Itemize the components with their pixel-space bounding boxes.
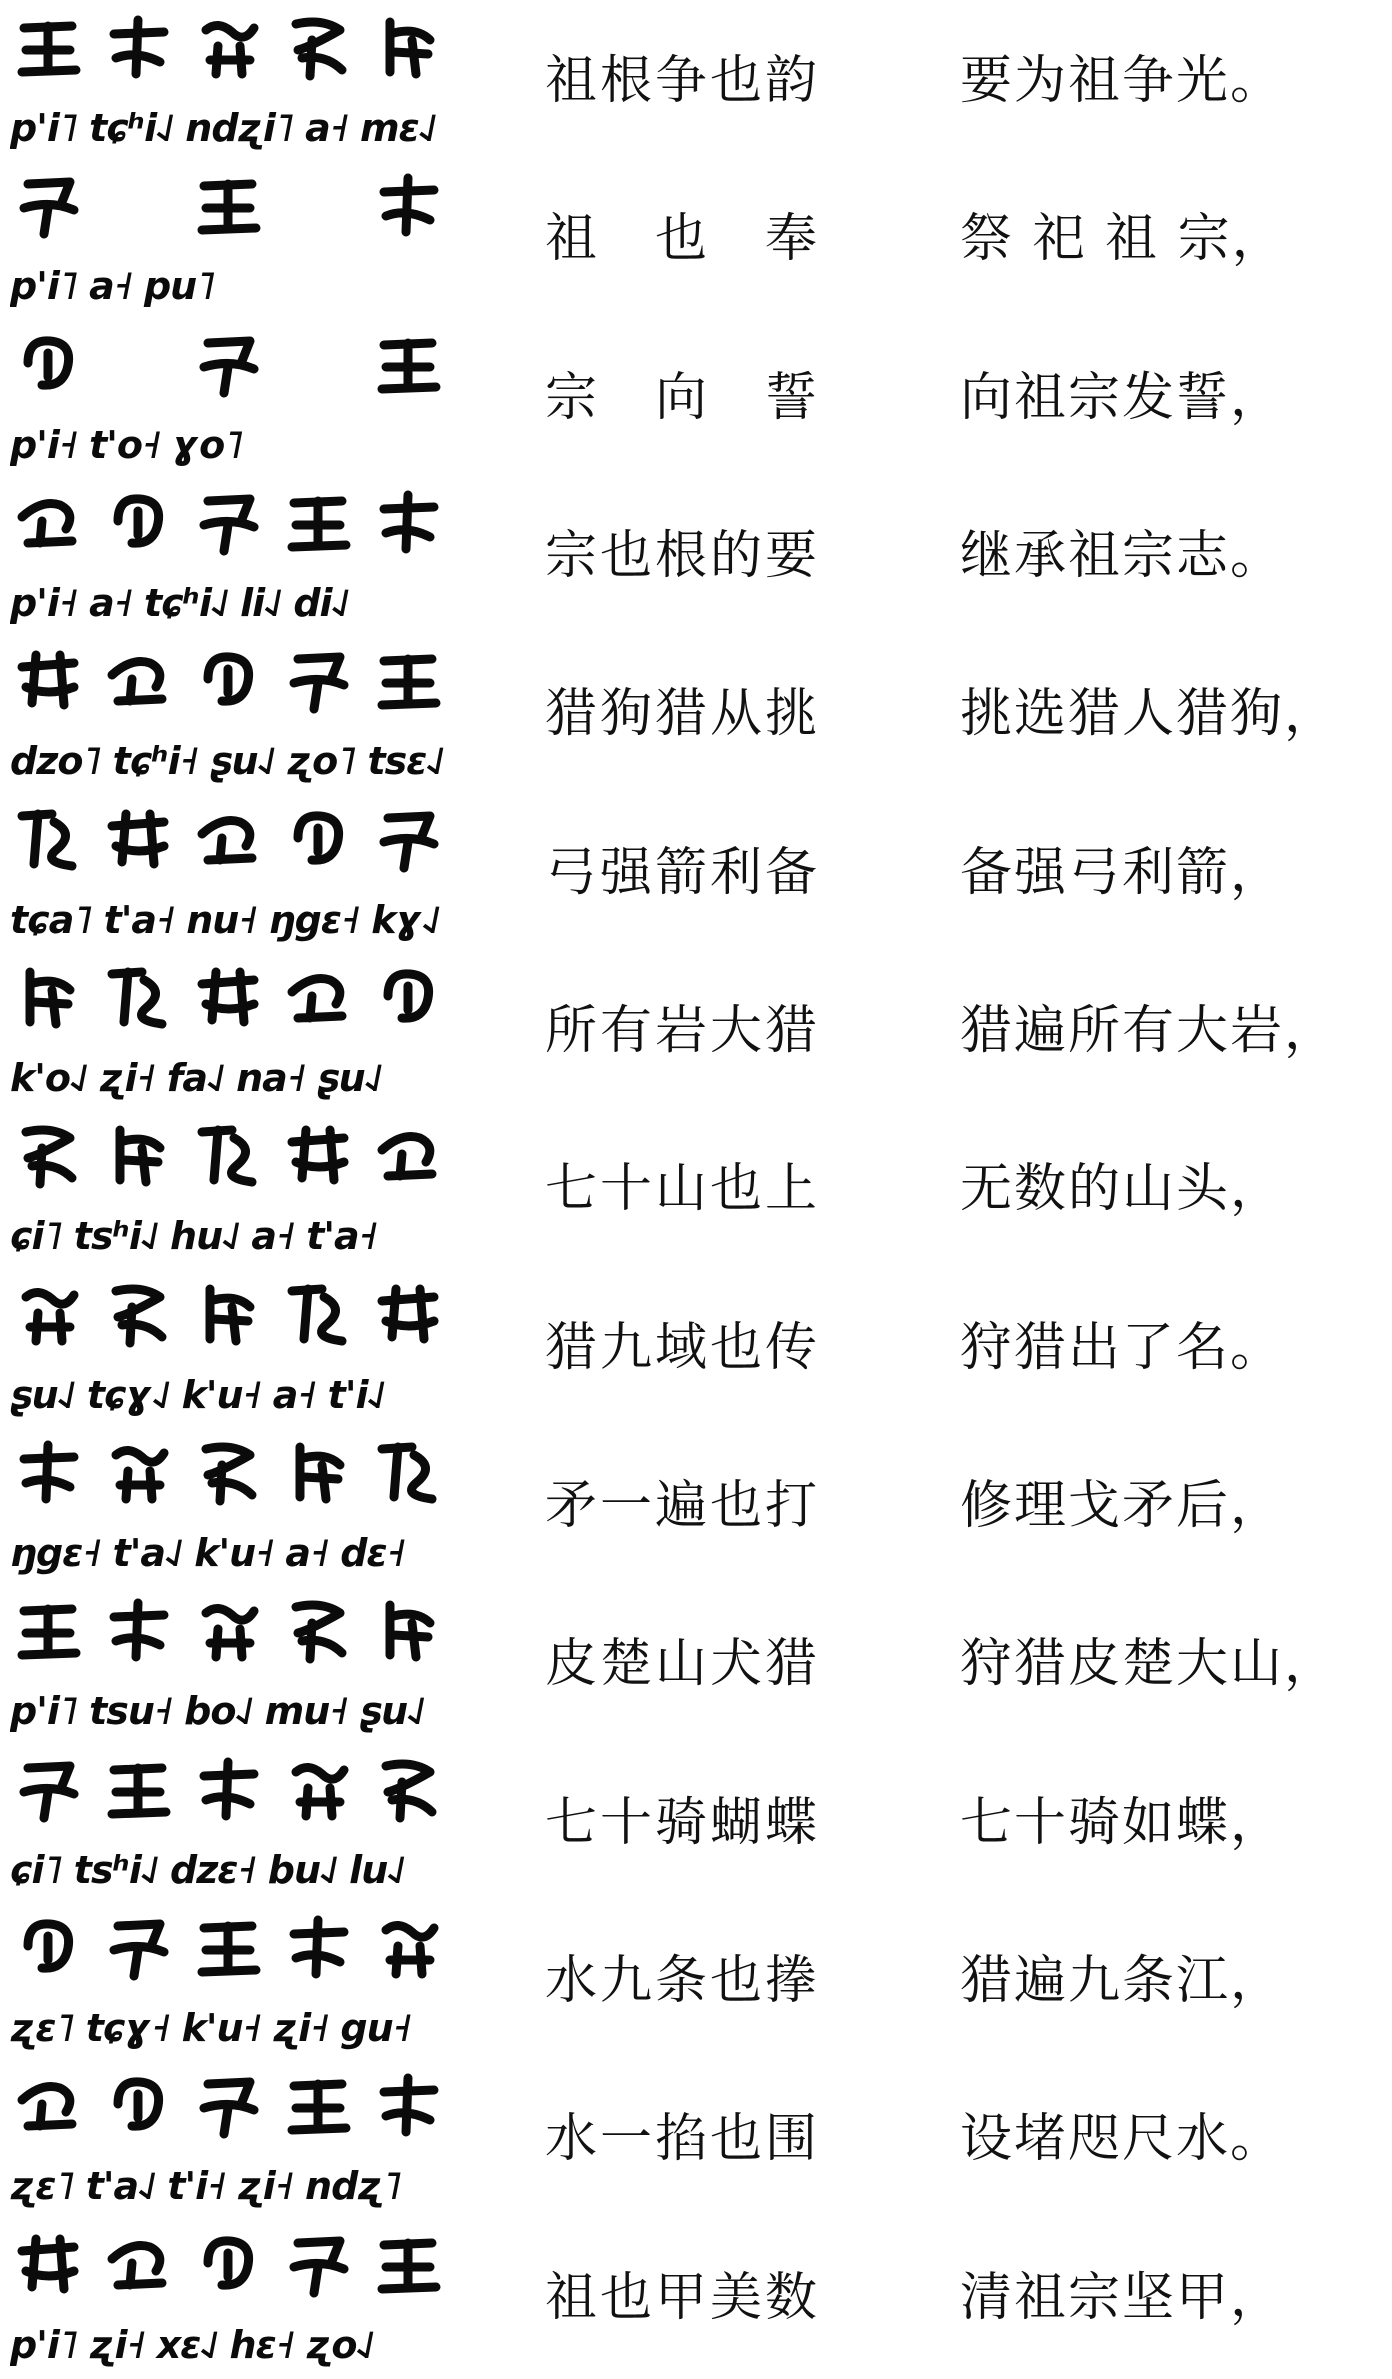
literal-gloss: 祖 也 奉 bbox=[545, 209, 821, 270]
yi-glyph bbox=[12, 960, 86, 1034]
yi-glyph bbox=[372, 10, 446, 84]
text-row bbox=[0, 2217, 1392, 2379]
yi-glyph-group bbox=[10, 6, 450, 92]
romanization: p'i˥ tɕʰi˨˩ ndʐi˥ a˧ mɛ˨˩ bbox=[10, 106, 436, 150]
literal-gloss: 宗也根的要 bbox=[545, 526, 821, 586]
yi-glyph bbox=[102, 10, 176, 84]
romanization: ɕi˥ tsʰi˨˩ dzɛ˧ bu˨˩ lu˨˩ bbox=[10, 1847, 405, 1892]
translation: 祭 祀 祖 宗， bbox=[960, 209, 1286, 270]
yi-glyph bbox=[12, 1752, 86, 1826]
translation: 设堵咫尺水。 bbox=[960, 2109, 1285, 2170]
yi-glyph-group bbox=[10, 164, 450, 250]
literal-gloss: 祖根争也韵 bbox=[545, 51, 821, 111]
text-row bbox=[0, 633, 1392, 795]
yi-script-line bbox=[10, 639, 450, 787]
literal-gloss: 皮楚山犬猎 bbox=[545, 1634, 821, 1695]
romanization: p'i˥ ʐi˧ xɛ˨˩ hɛ˧ ʐo˨˩ bbox=[10, 2322, 374, 2367]
yi-glyph-group bbox=[10, 323, 450, 409]
yi-script-line bbox=[10, 164, 450, 312]
literal-gloss: 七十山也上 bbox=[545, 1159, 821, 1220]
yi-glyph-group bbox=[10, 1273, 450, 1359]
yi-glyph bbox=[372, 1118, 446, 1192]
yi-glyph bbox=[282, 1118, 356, 1192]
yi-glyph bbox=[372, 1593, 446, 1667]
romanization: k'o˨˩ ʐi˧ fa˨˩ na˧ ʂu˨˩ bbox=[10, 1056, 382, 1100]
yi-glyph bbox=[192, 168, 266, 242]
yi-script-line bbox=[10, 2064, 450, 2212]
literal-gloss: 七十骑蝴蝶 bbox=[545, 1792, 821, 1853]
translation: 继承祖宗志。 bbox=[960, 526, 1285, 586]
yi-glyph bbox=[372, 1910, 446, 1984]
translation: 清祖宗坚甲， bbox=[960, 2267, 1285, 2328]
yi-glyph bbox=[282, 960, 356, 1034]
literal-gloss: 矛一遍也打 bbox=[545, 1476, 821, 1536]
literal-gloss: 所有岩大猎 bbox=[545, 1001, 821, 1061]
yi-glyph bbox=[12, 1118, 86, 1192]
translation: 挑选猎人猎狗， bbox=[960, 684, 1339, 745]
literal-gloss: 猎狗猎从挑 bbox=[545, 684, 821, 745]
yi-glyph bbox=[192, 1593, 266, 1667]
yi-glyph bbox=[192, 643, 266, 717]
yi-glyph bbox=[102, 1910, 176, 1984]
yi-glyph bbox=[372, 960, 446, 1034]
yi-glyph bbox=[12, 10, 86, 84]
yi-glyph bbox=[282, 1752, 356, 1826]
yi-glyph bbox=[192, 10, 266, 84]
yi-script-line bbox=[10, 2223, 450, 2371]
romanization: ɕi˥ tsʰi˨˩ hu˨˩ a˧ t'a˧ bbox=[10, 1214, 377, 1259]
literal-gloss: 祖也甲美数 bbox=[545, 2267, 821, 2328]
text-row bbox=[0, 792, 1392, 954]
yi-glyph bbox=[12, 1593, 86, 1667]
yi-script-line bbox=[10, 323, 450, 471]
yi-script-line bbox=[10, 798, 450, 946]
text-row bbox=[0, 2058, 1392, 2220]
translation: 七十骑如蝶， bbox=[960, 1792, 1285, 1853]
yi-glyph bbox=[102, 802, 176, 876]
yi-script-line bbox=[10, 1431, 450, 1579]
literal-gloss: 水一掐也围 bbox=[545, 2109, 821, 2170]
yi-glyph bbox=[102, 485, 176, 559]
translation: 猎遍九条江， bbox=[960, 1951, 1285, 2011]
yi-script-line bbox=[10, 1589, 450, 1737]
yi-script-line bbox=[10, 1748, 450, 1896]
translation: 狩猎皮楚大山， bbox=[960, 1634, 1339, 1695]
text-row bbox=[0, 1267, 1392, 1429]
translation: 向祖宗发誓， bbox=[960, 367, 1285, 428]
yi-glyph bbox=[192, 327, 266, 401]
yi-glyph bbox=[12, 643, 86, 717]
romanization: p'i˧ t'o˧ ɣo˥ bbox=[10, 422, 243, 467]
yi-script-line bbox=[10, 6, 450, 154]
yi-glyph bbox=[282, 1435, 356, 1509]
romanization: p'i˧ a˧ tɕʰi˨˩ li˨˩ di˨˩ bbox=[10, 581, 349, 625]
romanization: p'i˥ tsu˧ bo˨˩ mu˧ ʂu˨˩ bbox=[10, 1689, 425, 1734]
romanization: ʐɛ˥ tɕɣ˧ k'u˧ ʐi˧ gu˧ bbox=[10, 2006, 411, 2050]
translation: 无数的山头， bbox=[960, 1159, 1285, 1220]
yi-glyph bbox=[372, 2068, 446, 2142]
yi-glyph-group bbox=[10, 2064, 450, 2150]
romanization: dzo˥ tɕʰi˧ ʂu˨˩ ʐo˥ tsɛ˨˩ bbox=[10, 739, 444, 784]
text-row bbox=[0, 475, 1392, 637]
yi-script-line bbox=[10, 1906, 450, 2054]
yi-glyph bbox=[282, 1910, 356, 1984]
yi-script-line bbox=[10, 956, 450, 1104]
yi-glyph-group bbox=[10, 798, 450, 884]
literal-gloss: 弓强箭利备 bbox=[545, 842, 821, 903]
yi-script-line bbox=[10, 1273, 450, 1421]
yi-glyph bbox=[192, 802, 266, 876]
yi-glyph-group bbox=[10, 1114, 450, 1200]
translation: 备强弓利箭， bbox=[960, 842, 1285, 903]
yi-glyph bbox=[102, 1277, 176, 1351]
yi-glyph bbox=[192, 2068, 266, 2142]
text-row bbox=[0, 1742, 1392, 1904]
yi-glyph bbox=[102, 1435, 176, 1509]
yi-glyph-group bbox=[10, 639, 450, 725]
text-row bbox=[0, 1583, 1392, 1745]
yi-glyph bbox=[282, 10, 356, 84]
yi-glyph-group bbox=[10, 1906, 450, 1992]
romanization: ʐɛ˥ t'a˨˩ t'i˧ ʐi˧ ndʐ˥ bbox=[10, 2164, 401, 2209]
romanization: p'i˥ a˧ pu˥ bbox=[10, 264, 215, 309]
yi-glyph bbox=[282, 1593, 356, 1667]
yi-glyph-group bbox=[10, 1748, 450, 1834]
yi-glyph bbox=[102, 2227, 176, 2301]
yi-glyph bbox=[282, 1277, 356, 1351]
yi-glyph bbox=[192, 1435, 266, 1509]
yi-glyph bbox=[372, 485, 446, 559]
text-row bbox=[0, 0, 1392, 162]
romanization: ŋgɛ˧ t'a˨˩ k'u˧ a˧ dɛ˧ bbox=[10, 1531, 405, 1575]
yi-glyph bbox=[192, 485, 266, 559]
yi-glyph-group bbox=[10, 1431, 450, 1517]
yi-glyph bbox=[282, 485, 356, 559]
yi-glyph bbox=[192, 1118, 266, 1192]
yi-glyph bbox=[192, 1277, 266, 1351]
text-row bbox=[0, 950, 1392, 1112]
yi-glyph bbox=[102, 1593, 176, 1667]
yi-glyph-group bbox=[10, 481, 450, 567]
yi-script-line bbox=[10, 1114, 450, 1262]
translation: 要为祖争光。 bbox=[960, 51, 1285, 111]
translation: 猎遍所有大岩， bbox=[960, 1001, 1339, 1061]
yi-glyph bbox=[12, 168, 86, 242]
yi-glyph bbox=[372, 1435, 446, 1509]
yi-glyph bbox=[12, 1435, 86, 1509]
yi-glyph bbox=[372, 327, 446, 401]
text-row bbox=[0, 1425, 1392, 1587]
yi-glyph bbox=[102, 1752, 176, 1826]
literal-gloss: 猎九域也传 bbox=[545, 1317, 821, 1378]
text-row bbox=[0, 158, 1392, 320]
yi-glyph bbox=[192, 960, 266, 1034]
yi-glyph bbox=[192, 2227, 266, 2301]
literal-gloss: 水九条也搼 bbox=[545, 1951, 821, 2011]
text-row bbox=[0, 1900, 1392, 2062]
yi-glyph bbox=[372, 802, 446, 876]
literal-gloss: 宗 向 誓 bbox=[545, 367, 821, 428]
yi-glyph bbox=[372, 643, 446, 717]
yi-glyph bbox=[12, 2227, 86, 2301]
yi-glyph bbox=[12, 802, 86, 876]
yi-glyph bbox=[12, 1277, 86, 1351]
yi-glyph bbox=[12, 485, 86, 559]
yi-glyph-group bbox=[10, 1589, 450, 1675]
yi-glyph bbox=[102, 2068, 176, 2142]
yi-glyph bbox=[282, 2227, 356, 2301]
yi-glyph-group bbox=[10, 956, 450, 1042]
romanization: ʂu˨˩ tɕɣ˨˩ k'u˧ a˧ t'i˨˩ bbox=[10, 1372, 385, 1417]
yi-glyph bbox=[372, 168, 446, 242]
yi-glyph bbox=[102, 1118, 176, 1192]
yi-glyph-group bbox=[10, 2223, 450, 2309]
yi-glyph bbox=[12, 1910, 86, 1984]
yi-glyph bbox=[12, 327, 86, 401]
translation: 狩猎出了名。 bbox=[960, 1317, 1285, 1378]
text-row bbox=[0, 317, 1392, 479]
translation: 修理戈矛后， bbox=[960, 1476, 1285, 1536]
text-row bbox=[0, 1108, 1392, 1270]
yi-glyph bbox=[192, 1752, 266, 1826]
yi-glyph bbox=[192, 1910, 266, 1984]
yi-glyph bbox=[102, 960, 176, 1034]
yi-glyph bbox=[372, 2227, 446, 2301]
yi-glyph bbox=[282, 2068, 356, 2142]
yi-glyph bbox=[12, 2068, 86, 2142]
yi-glyph bbox=[372, 1277, 446, 1351]
yi-script-line bbox=[10, 481, 450, 629]
romanization: tɕa˥ t'a˧ nu˧ ŋgɛ˧ kɣ˨˩ bbox=[10, 897, 440, 942]
yi-glyph bbox=[102, 643, 176, 717]
yi-glyph bbox=[282, 643, 356, 717]
yi-glyph bbox=[282, 802, 356, 876]
yi-glyph bbox=[372, 1752, 446, 1826]
